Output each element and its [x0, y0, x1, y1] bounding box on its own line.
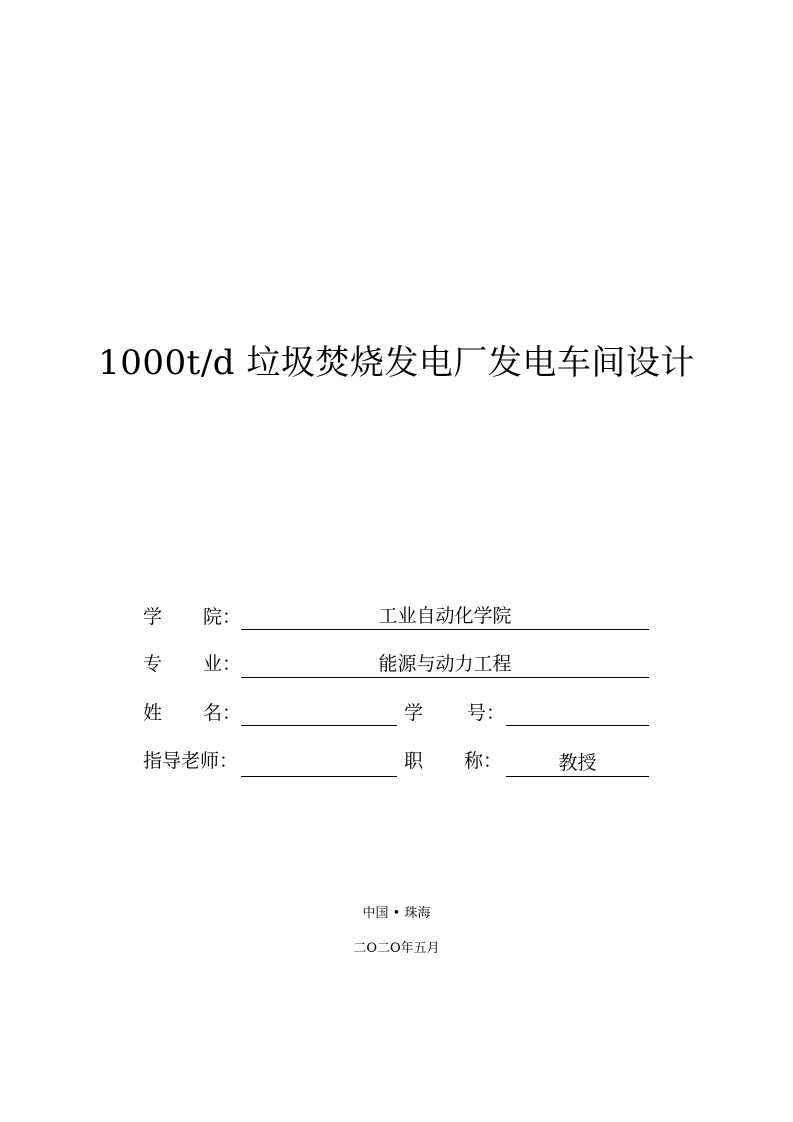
college-label	[143, 604, 242, 630]
student-id-label-part-1: 学	[404, 702, 424, 724]
advisor-label: 指导老师：	[143, 750, 239, 772]
rank-label-part-2: 称：	[464, 750, 503, 772]
student-id-field	[506, 699, 649, 726]
college-label-part-2: 院：	[203, 606, 242, 628]
college-field: 工业自动化学院	[241, 603, 649, 630]
advisor-field	[241, 750, 397, 777]
document-title: 1000t/d 垃圾焚烧发电厂发电车间设计	[98, 343, 695, 383]
major-field: 能源与动力工程	[241, 651, 649, 678]
footer-location: 中国 • 珠海	[362, 906, 431, 921]
student-id-label-part-2: 号：	[467, 702, 506, 724]
major-label	[143, 651, 242, 677]
name-label	[143, 700, 242, 726]
name-field	[241, 699, 397, 726]
footer-date: 二O二O年五月	[353, 941, 440, 956]
major-label-part-1: 专	[143, 653, 163, 675]
major-label-part-2: 业：	[203, 653, 242, 675]
student-id-label	[404, 700, 504, 726]
rank-label-part-1: 职	[404, 750, 424, 772]
rank-field: 教授	[506, 750, 649, 777]
name-label-part-1: 姓	[143, 702, 163, 724]
rank-label	[404, 748, 504, 774]
name-label-part-2: 名：	[203, 702, 242, 724]
college-label-part-1: 学	[143, 606, 163, 628]
